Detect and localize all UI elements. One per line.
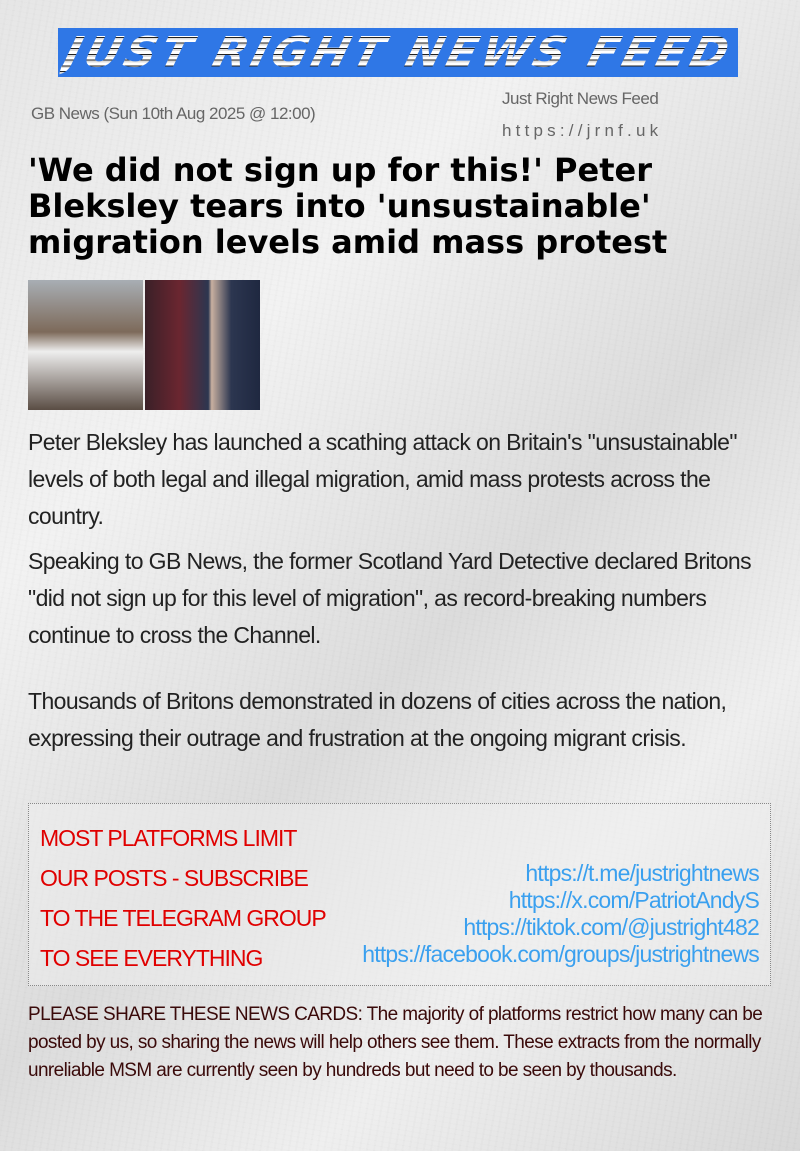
site-banner [58, 28, 738, 77]
telegram-link[interactable]: https://t.me/justrightnews [525, 860, 759, 886]
paragraph: Peter Bleksley has launched a scathing attack on Britain's "unsustainable" levels of both legal and illegal migration, amid mass protests across the country. [28, 429, 737, 529]
article-body [28, 424, 778, 765]
site-url: https://jrnf.uk [502, 121, 663, 140]
share-notice: PLEASE SHARE THESE NEWS CARDS: The majority of platforms restrict how many can be posted by us, so sharing the news will help others see them. These extracts from the normally unreliable MSM are currently seen by hundreds but need to be seen by thousands. [28, 1004, 763, 1081]
subscribe-box [28, 803, 771, 986]
promo-line: TO THE TELEGRAM GROUP [40, 905, 326, 931]
paragraph: Speaking to GB News, the former Scotland Yard Detective declared Britons "did not sign up for this level of migration", as record-breaking numbers continue to cross the Channel. [28, 548, 751, 648]
tiktok-link[interactable]: https://tiktok.com/@justright482 [463, 914, 759, 940]
article-images [28, 280, 260, 410]
promo-line: OUR POSTS - SUBSCRIBE [40, 865, 308, 891]
article-source: GB News (Sun 10th Aug 2025 @ 12:00) [31, 104, 316, 123]
promo-line: MOST PLATFORMS LIMIT [40, 825, 297, 851]
protest-photo [28, 280, 143, 410]
banner-title: JUST RIGHT NEWS FEED [58, 28, 738, 77]
brand-name: Just Right News Feed [502, 89, 659, 108]
social-links [362, 860, 759, 968]
headline: 'We did not sign up for this!' Peter Bleksley tears into 'unsustainable' migration levels amid mass protest [28, 151, 668, 261]
x-link[interactable]: https://x.com/PatriotAndyS [508, 887, 759, 913]
paragraph: Thousands of Britons demonstrated in dozens of cities across the nation, expressing their outrage and frustration at the ongoing migrant crisis. [28, 688, 727, 751]
facebook-link[interactable]: https://facebook.com/groups/justrightnews [362, 941, 759, 967]
promo-line: TO SEE EVERYTHING [40, 945, 263, 971]
promo-text [40, 818, 326, 978]
bleksley-photo [145, 280, 260, 410]
